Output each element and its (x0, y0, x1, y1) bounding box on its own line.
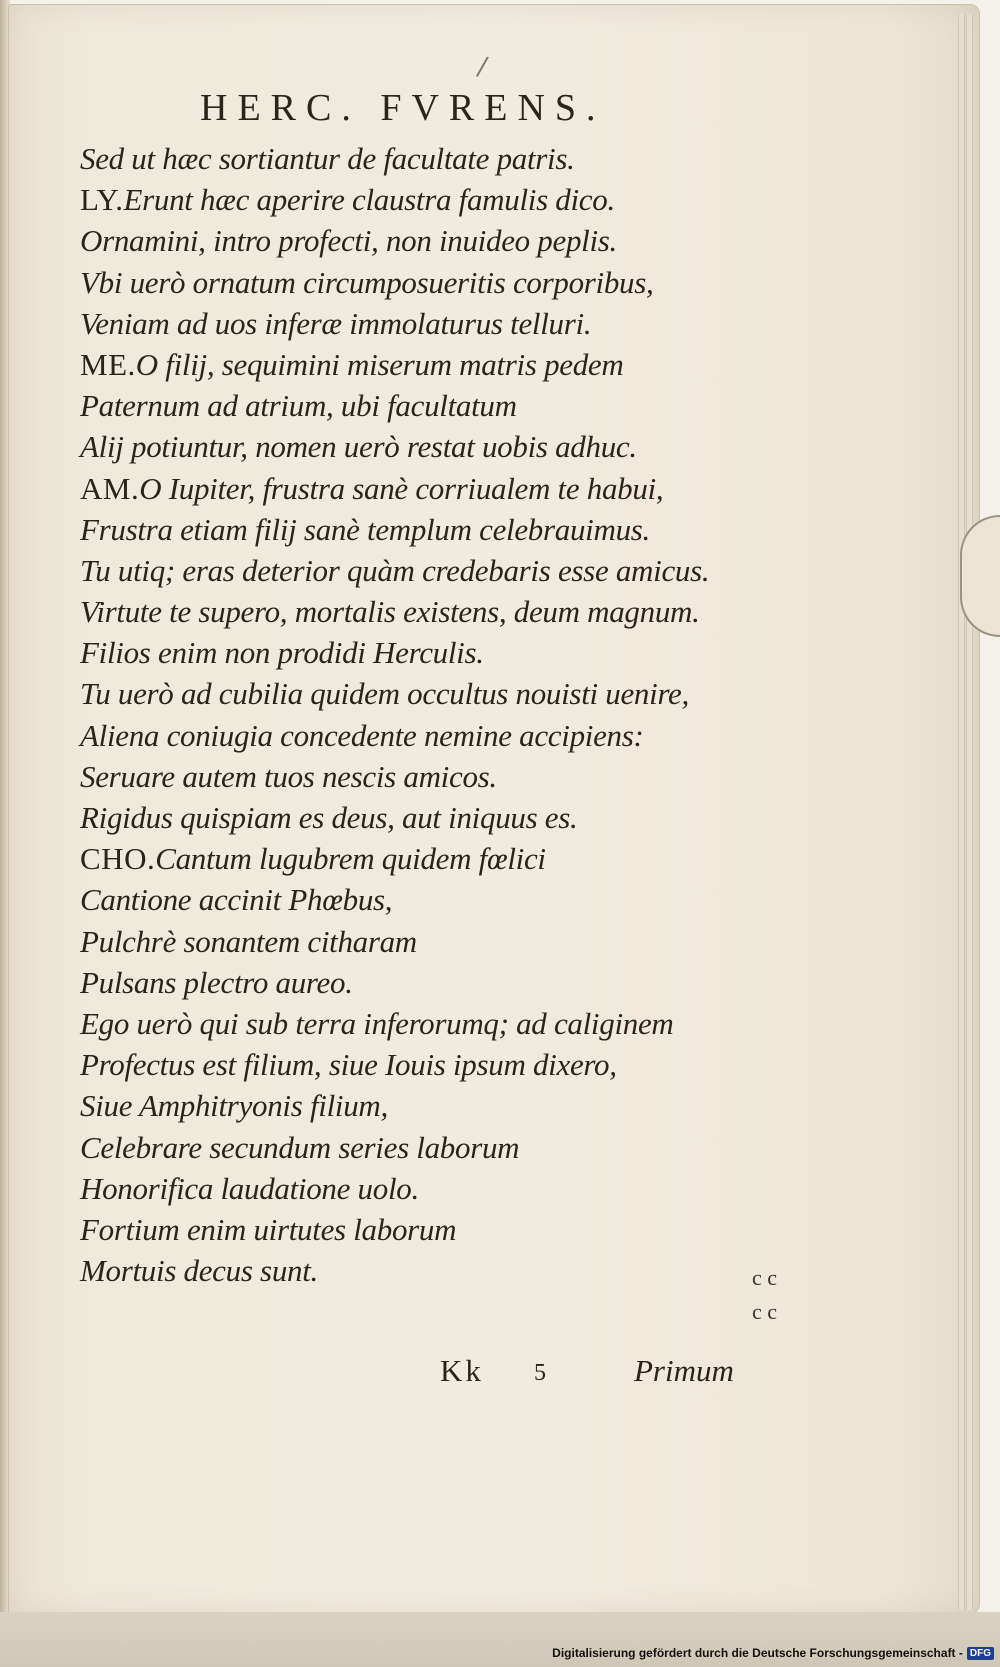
verse-line (80, 921, 760, 962)
verse-line-text: Vbi uerò ornatum circumposueritis corporibus, (80, 264, 654, 300)
verse-line-text: Mortuis decus sunt. (80, 1253, 318, 1289)
verse-line (80, 179, 760, 220)
quote-mark: c c (752, 1299, 778, 1324)
verse-line (80, 962, 760, 1003)
verse-line (80, 1209, 760, 1250)
verse-line (80, 303, 760, 344)
verse-line-text: Pulchrè sonantem citharam (80, 923, 417, 959)
verse-line-text: Cantum lugubrem quidem fœlici (155, 841, 546, 877)
verse-line (80, 797, 760, 838)
verse-line-text: Ornamini, intro profecti, non inuideo peplis. (80, 223, 618, 259)
speaker-label: LY. (80, 182, 124, 218)
verse-line (80, 673, 760, 714)
verse-line (80, 1085, 760, 1126)
verse-line (80, 220, 760, 261)
verse-line-text: Tu uerò ad cubilia quidem occultus nouisti uenire, (80, 676, 689, 712)
marginal-mark: / (474, 51, 490, 83)
verse-line-text: Fortium enim uirtutes laborum (80, 1211, 457, 1247)
folio-number: 5 (534, 1360, 546, 1386)
verse-line-text: Veniam ad uos inferæ immolaturus telluri. (80, 305, 592, 341)
dfg-logo: DFG (967, 1647, 994, 1660)
funder-text: Digitalisierung gefördert durch die Deutsche Forschungsgemeinschaft - (552, 1646, 963, 1660)
verse-line (80, 344, 760, 385)
verse-line-text: Tu utiq; eras deterior quàm credebaris esse amicus. (80, 552, 710, 588)
verse-line-text: Alij potiuntur, nomen uerò restat uobis adhuc. (80, 429, 637, 465)
running-head: HERC. FVRENS. (200, 87, 606, 129)
verse-line-text: Paternum ad atrium, ubi facultatum (80, 388, 517, 424)
verse-line-text: Profectus est filium, siue Iouis ipsum dixero, (80, 1047, 617, 1083)
verse-line-text: O filij, sequimini miserum matris pedem (135, 346, 624, 382)
verse-line-text: Cantione accinit Phœbus, (80, 882, 393, 918)
verse-line-text: O Iupiter, frustra sanè corriualem te habui, (139, 470, 664, 506)
verse-line-text: Rigidus quispiam es deus, aut iniquus es. (80, 800, 578, 835)
verse-line-text: Frustra etiam filij sanè templum celebrauimus. (80, 511, 650, 547)
signature-mark: Kk (440, 1353, 484, 1388)
verse-line-text: Honorifica laudatione uolo. (80, 1170, 419, 1206)
verse-line-text: Sed ut hæc sortiantur de facultate patris. (80, 141, 575, 176)
verse-line-text: Aliena coniugia concedente nemine accipiens: (80, 717, 644, 753)
verse-line (80, 756, 760, 797)
verse-line (80, 632, 760, 673)
verse-line-text: Siue Amphitryonis filium, (80, 1088, 388, 1124)
page-stack-edge (966, 14, 973, 1610)
verse-line (80, 468, 760, 509)
verse-line (80, 838, 760, 879)
speaker-label: CHO. (80, 841, 156, 877)
speaker-label: ME. (80, 346, 136, 382)
page-stack-edge (958, 14, 965, 1610)
verse-line (80, 879, 760, 920)
verse-line (80, 715, 760, 756)
verse-line (80, 138, 760, 179)
verse-line (80, 385, 760, 426)
verse-line-text: Erunt hæc aperire claustra famulis dico. (123, 182, 615, 218)
verse-line (80, 262, 760, 303)
verse-line (80, 591, 760, 632)
verse-line (80, 1044, 760, 1085)
verse-line (80, 426, 760, 467)
verse-line-text: Ego uerò qui sub terra inferorumq; ad caliginem (80, 1005, 674, 1041)
verse-line (80, 1168, 760, 1209)
verse-line-text: Celebrare secundum series laborum (80, 1129, 520, 1165)
speaker-label: AM. (80, 470, 140, 506)
verse-line (80, 550, 760, 591)
verse-line-text: Pulsans plectro aureo. (80, 964, 353, 1000)
verse-line (80, 1127, 760, 1168)
verse-line-text: Seruare autem tuos nescis amicos. (80, 758, 497, 794)
verse-line-text: Virtute te supero, mortalis existens, deum magnum. (80, 594, 700, 630)
verse-line (80, 509, 760, 550)
verse-line-text: Filios enim non prodidi Herculis. (80, 635, 484, 671)
verse-line (80, 1250, 760, 1291)
quote-marks (752, 1261, 777, 1329)
verse-line (80, 1003, 760, 1044)
verse-text (80, 138, 760, 1291)
catchword: Primum (634, 1353, 734, 1388)
quote-mark: c c (752, 1265, 778, 1290)
funder-note (552, 1646, 994, 1660)
page-clip-tab (960, 515, 1000, 637)
